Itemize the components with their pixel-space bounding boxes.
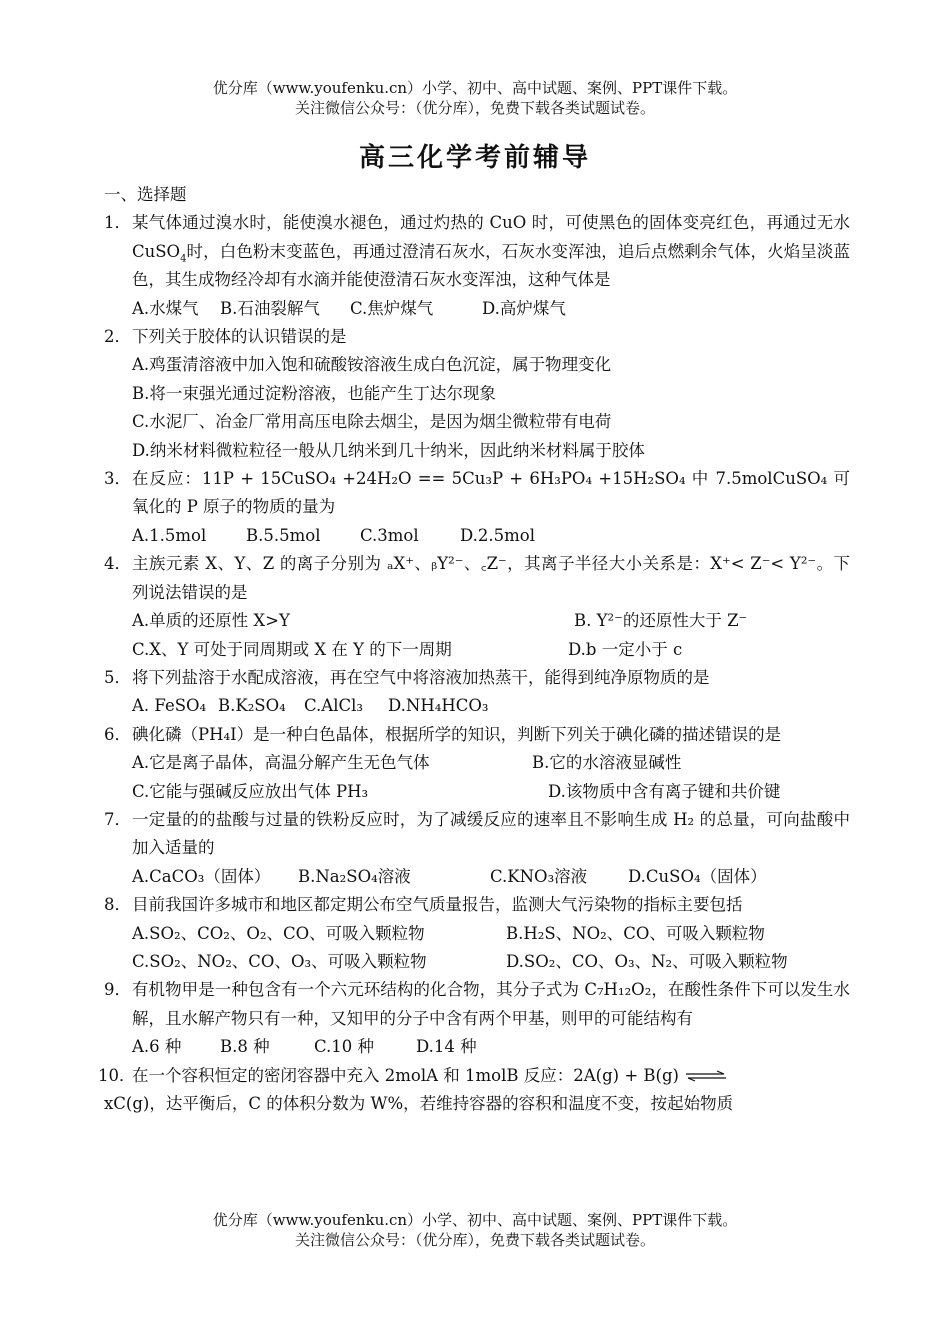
option-c[interactable]: C.KNO₃溶液 [490, 866, 588, 886]
stem-text: xC(g)，达平衡后，C 的体积分数为 W%，若维持容器的容积和温度不变，按起始物质 [104, 1094, 734, 1113]
question-1 [104, 209, 850, 323]
question-number: 8． [104, 895, 131, 915]
option-c[interactable]: C.3mol [360, 525, 419, 545]
question-stem: 有机物甲是一种包含有一个六元环结构的化合物，其分子式为 C₇H₁₂O₂，在酸性条件下可以发生水解，且水解产物只有一种，又知甲的分子中含有两个甲基，则甲的可能结构有 [132, 980, 850, 1028]
question-number: 9． [104, 980, 131, 1000]
footer-line-1: 优分库（www.youfenku.cn）小学、初中、高中试题、案例、PPT课件下载。 [212, 1211, 738, 1229]
question-9 [104, 976, 850, 1061]
option-b[interactable]: B. Y²⁻的还原性大于 Z⁻ [574, 611, 748, 631]
option-d[interactable]: D.b 一定小于 c [568, 639, 683, 659]
header-line-2: 关注微信公众号：（优分库），免费下载各类试题试卷。 [294, 99, 655, 117]
option-row [132, 295, 850, 323]
question-6 [104, 721, 850, 806]
option-d[interactable]: D.纳米材料微粒粒径一般从几纳米到几十纳米，因此纳米材料属于胶体 [132, 440, 645, 460]
option-b[interactable]: B.Na₂SO₄溶液 [298, 866, 411, 886]
page-header [0, 78, 950, 118]
option-row [132, 749, 850, 777]
option-a[interactable]: A.它是离子晶体，高温分解产生无色气体 [132, 753, 430, 773]
option-a[interactable]: A.1.5mol [132, 525, 207, 545]
option-c[interactable]: C.焦炉煤气 [350, 298, 434, 318]
option-b[interactable]: B.H₂S、NO₂、CO、可吸入颗粒物 [506, 923, 765, 943]
option-row [132, 778, 850, 806]
option-a[interactable]: A.CaCO₃（固体） [132, 866, 271, 886]
option-b[interactable]: B.石油裂解气 [220, 298, 320, 318]
option-d[interactable]: D.14 种 [416, 1037, 477, 1057]
question-number: 5． [104, 667, 131, 687]
option-c[interactable]: C.AlCl₃ [304, 696, 363, 716]
option-c[interactable]: C.10 种 [314, 1037, 375, 1057]
option-row [132, 1033, 850, 1061]
option-c[interactable]: C.它能与强碱反应放出气体 PH₃ [132, 781, 369, 801]
question-2 [104, 323, 850, 465]
option-a[interactable]: A.6 种 [132, 1037, 182, 1057]
footer-line-2: 关注微信公众号：（优分库），免费下载各类试题试卷。 [294, 1231, 655, 1249]
option-a[interactable]: A.SO₂、CO₂、O₂、CO、可吸入颗粒物 [132, 923, 425, 943]
question-number: 1． [104, 213, 131, 233]
question-10 [98, 1062, 850, 1119]
page-title: 高三化学考前辅导 [358, 143, 591, 173]
stem-text: 在一个容积恒定的密闭容器中充入 2molA 和 1molB 反应：2A(g) + B(g) [132, 1065, 679, 1085]
question-stem: 将下列盐溶于水配成溶液，再在空气中将溶液加热蒸干，能得到纯净原物质的是 [132, 667, 710, 687]
option-c[interactable]: C.SO₂、NO₂、CO、O₃、可吸入颗粒物 [132, 951, 427, 971]
option-c[interactable]: C.水泥厂、冶金厂常用高压电除去烟尘，是因为烟尘微粒带有电荷 [132, 412, 612, 432]
question-stem: 某气体通过溴水时，能使溴水褪色，通过灼热的 CuO 时，可使黑色的固体变亮红色，再通过无水 CuSO$_4$时，白色粉末变蓝色，再通过澄清石灰水，石灰水变浑浊，追后点燃剩余气体，火焰呈淡蓝色，其生成物经冷却有水滴并能使澄清石灰水变浑浊，这种气体是 [132, 213, 850, 290]
option-a[interactable]: A. FeSO₄ [132, 696, 207, 716]
option-b[interactable]: B.5.5mol [246, 525, 321, 545]
question-stem: 下列关于胶体的认识错误的是 [132, 327, 347, 347]
option-d[interactable]: D.高炉煤气 [482, 298, 566, 318]
option-b[interactable]: B.将一束强光通过淀粉溶液，也能产生丁达尔现象 [132, 383, 496, 403]
question-stem: 目前我国许多城市和地区都定期公布空气质量报告，监测大气污染物的指标主要包括 [132, 895, 743, 915]
option-row [132, 948, 850, 976]
option-a[interactable]: A.水煤气 [132, 298, 199, 318]
question-number: 2． [104, 327, 131, 347]
question-stem: 碘化磷（PH₄I）是一种白色晶体，根据所学的知识，判断下列关于碘化磷的描述错误的是 [132, 724, 782, 744]
question-3 [104, 465, 850, 550]
question-7 [104, 806, 850, 891]
question-stem: 主族元素 X、Y、Z 的离子分别为 ₐX⁺、ᵦY²⁻、꜀Z⁻，其离子半径大小关系是：X⁺< Z⁻< Y²⁻。下列说法错误的是 [132, 554, 850, 602]
option-b[interactable]: B.K₂SO₄ [218, 696, 286, 716]
question-number: 3． [104, 469, 131, 489]
option-d[interactable]: D.NH₄HCO₃ [388, 696, 489, 716]
stem-text: 时，白色粉末变蓝色，再通过澄清石灰水，石灰水变浑浊，追后点燃剩余气体，火焰呈淡蓝色，其生成物经冷却有水滴并能使澄清石灰水变浑浊，这种气体是 [132, 241, 850, 290]
header-line-1: 优分库（www.youfenku.cn）小学、初中、高中试题、案例、PPT课件下载。 [212, 79, 738, 97]
option-d[interactable]: D.2.5mol [460, 525, 535, 545]
option-a[interactable]: A.鸡蛋清溶液中加入饱和硫酸铵溶液生成白色沉淀，属于物理变化 [132, 355, 612, 375]
question-5 [104, 664, 850, 721]
question-number: 4． [104, 554, 131, 574]
option-d[interactable]: D.CuSO₄（固体） [628, 866, 767, 886]
question-8 [104, 891, 850, 976]
option-row [132, 920, 850, 948]
option-row [132, 692, 850, 720]
option-c[interactable]: C.X、Y 可处于同周期或 X 在 Y 的下一周期 [132, 639, 452, 659]
option-b[interactable]: B.8 种 [220, 1037, 270, 1057]
option-row [132, 863, 850, 891]
page-footer [0, 1210, 950, 1250]
question-4 [104, 550, 850, 664]
question-list [98, 181, 850, 1118]
stem-text: 某气体通过溴水时，能使溴水褪色，通过灼热的 CuO 时，可使黑色的固体变亮红色，再通过无水 CuSO [132, 213, 850, 261]
question-stem: 在反应：11P + 15CuSO₄ +24H₂O == 5Cu₃P + 6H₃PO₄ +15H₂SO₄ 中 7.5molCuSO₄ 可氧化的 P 原子的物质的量为 [132, 469, 850, 517]
equilibrium-arrow-icon [684, 1070, 728, 1082]
option-d[interactable]: D.SO₂、CO、O₃、N₂、可吸入颗粒物 [506, 951, 788, 971]
question-number: 7． [104, 809, 131, 829]
option-b[interactable]: B.它的水溶液显碱性 [532, 753, 682, 773]
question-number: 6． [104, 724, 131, 744]
question-number: 10． [98, 1065, 136, 1085]
option-row [132, 522, 850, 550]
option-a[interactable]: A.单质的还原性 X>Y [132, 611, 290, 631]
section-heading: 一、选择题 [104, 185, 187, 204]
question-stem: 一定量的的盐酸与过量的铁粉反应时，为了减缓反应的速率且不影响生成 H₂ 的总量，可向盐酸中加入适量的 [132, 809, 850, 858]
option-d[interactable]: D.该物质中含有离子键和共价键 [548, 781, 781, 801]
option-row [132, 607, 850, 635]
option-row [132, 636, 850, 664]
